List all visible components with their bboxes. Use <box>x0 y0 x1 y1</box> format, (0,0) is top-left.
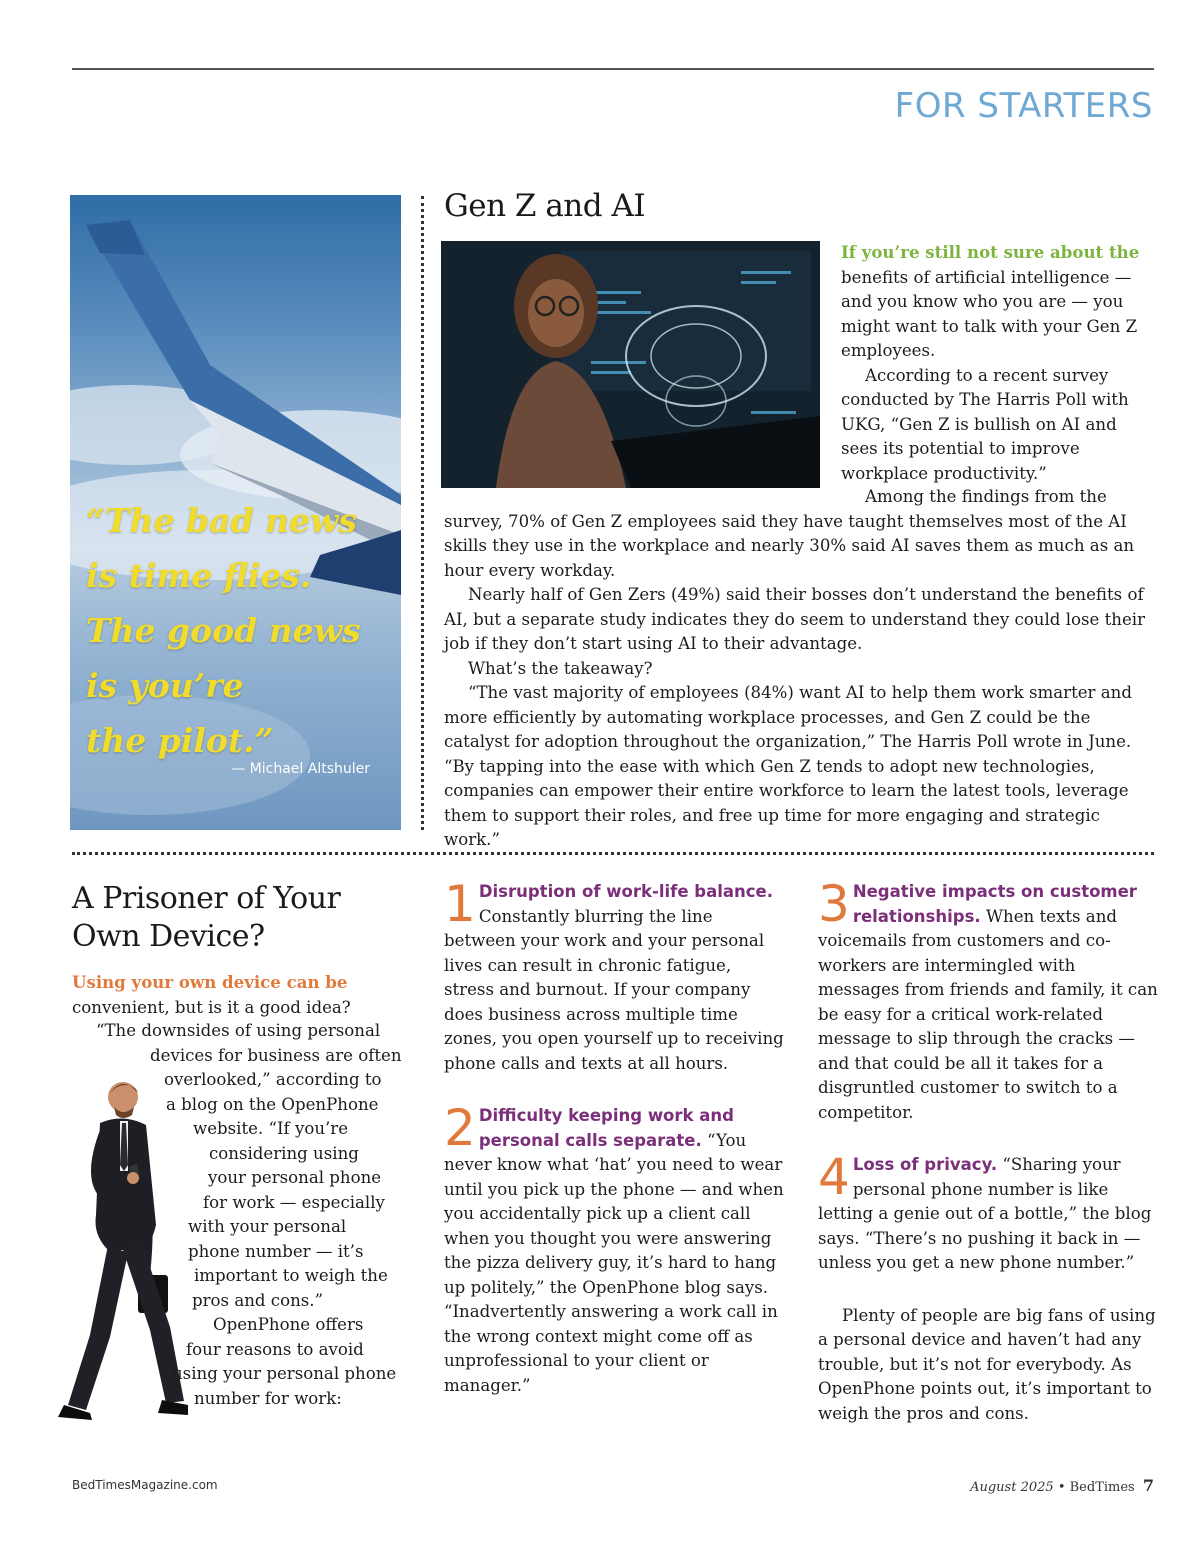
reason-item <box>818 875 1158 1125</box>
genz-paragraph: Among the findings from the survey, 70% of Gen Z employees said they have taught themselves most of the AI skills they use in the workplace and nearly 30% said AI saves them as much as an hour every workday. <box>444 487 1135 580</box>
body-line: using your personal phone <box>172 1364 397 1383</box>
reason-item <box>818 1148 1158 1276</box>
quote-line: the pilot.” <box>86 721 274 760</box>
section-heading: FOR STARTERS <box>894 86 1153 126</box>
footer-website: BedTimesMagazine.com <box>72 1478 218 1492</box>
vertical-dotted-divider <box>421 196 424 830</box>
genz-paragraph: Nearly half of Gen Zers (49%) said their bosses don’t understand the benefits of AI, but a separate study indicates they do seem to understand they could lose their job if they don’t start using AI to their advantage. <box>444 585 1146 653</box>
body-line: OpenPhone offers <box>213 1315 364 1334</box>
body-line: devices for business are often <box>150 1045 402 1065</box>
reason-text: “You never know what ‘hat’ you need to wear until you pick up the phone — and when you accidentally pick up a client call when you thought you were answering the pizza delivery guy, it’s hard to hang up politely,” the OpenPhone blog says. “Inadvertently answering a work call in the wrong context might come off as unprofessional to your client or manager.” <box>444 1130 784 1395</box>
body-line: for work — especially <box>203 1192 385 1212</box>
body-line: pros and cons.” <box>192 1290 324 1310</box>
footer-bullet: • <box>1057 1480 1066 1495</box>
quote-attribution: — Michael Altshuler <box>231 761 370 777</box>
body-line: “The downsides of using personal <box>96 1021 381 1040</box>
body-line: with your personal <box>188 1217 347 1236</box>
genz-lead-in: If you’re still not sure about the <box>841 242 1140 262</box>
genz-paragraph: According to a recent survey conducted by The Harris Poll with UKG, “Gen Z is bullish on AI and sees its potential to improve workplace productivity.” <box>841 365 1129 483</box>
woman-laptop-ai-photo <box>441 241 820 488</box>
reasons-column-left <box>444 875 784 1398</box>
quote-line: is time flies. <box>86 556 312 595</box>
quote-line: is you’re <box>86 666 244 705</box>
quote-line: The good news <box>86 611 361 650</box>
reason-item <box>444 875 784 1076</box>
reason-number: 4 <box>818 1148 850 1206</box>
body-line: four reasons to avoid <box>186 1339 364 1359</box>
footer-date: August 2025 <box>970 1480 1054 1495</box>
reason-heading: Disruption of work-life balance. <box>478 882 773 901</box>
reason-text: Constantly blurring the line between your work and your personal lives can result in chronic fatigue, stress and burnout. If your company does business across multiple time zones, you open yourself up to receiving phone calls and texts at all hours. <box>444 906 784 1073</box>
genz-paragraph: “The vast majority of employees (84%) want AI to help them work smarter and more efficiently by automating workplace processes, and Gen Z could be the catalyst for adoption throughout the organization,” The Harris Poll wrote in June. “By tapping into the ease with which Gen Z tends to adopt new technologies, companies can empower their entire workforce to learn the latest tools, leverage them to support their roles, and free up time for more engaging and strategic work.” <box>444 683 1132 849</box>
genz-column-body <box>444 485 1156 853</box>
quote-image-panel <box>70 195 401 830</box>
prisoner-lead-in: Using your own device can be <box>72 972 348 992</box>
reason-heading: Difficulty keeping work and personal calls separate. <box>478 1106 734 1150</box>
body-line: overlooked,” according to <box>164 1070 382 1089</box>
prisoner-intro <box>72 970 412 1020</box>
reason-text: When texts and voicemails from customers and co-workers are intermingled with messages from friends and family, it can be easy for a critical work-related message to slip through the cracks — and that could be all it takes for a disgruntled customer to switch to a competitor. <box>818 906 1158 1122</box>
reason-heading: Negative impacts on customer relationships. <box>852 882 1137 926</box>
horizontal-dotted-divider <box>72 852 1154 855</box>
reason-heading: Loss of privacy. <box>852 1155 998 1174</box>
top-rule <box>72 68 1154 70</box>
prisoner-body <box>40 1019 410 1411</box>
reason-item <box>444 1099 784 1398</box>
genz-paragraph: What’s the takeaway? <box>468 658 653 678</box>
genz-paragraph <box>841 240 1156 364</box>
body-line: website. “If you’re <box>193 1119 349 1138</box>
body-line: a blog on the OpenPhone <box>166 1094 379 1114</box>
page-number: 7 <box>1142 1476 1154 1495</box>
body-line: your personal phone <box>208 1168 382 1187</box>
reason-text: “Sharing your personal phone number is like letting a genie out of a bottle,” the blog says. “There’s no pushing it back in — unless you get a new phone number.” <box>818 1155 1152 1272</box>
reasons-column-right <box>818 875 1158 1426</box>
footer-magazine: BedTimes <box>1069 1480 1135 1495</box>
genz-column-intro <box>841 240 1156 486</box>
footer-folio <box>970 1476 1154 1495</box>
body-line: number for work: <box>194 1388 342 1408</box>
reason-number: 3 <box>818 875 850 933</box>
article-title-prisoner: A Prisoner of Your Own Device? <box>72 881 341 954</box>
article-title-genz: Gen Z and AI <box>444 188 646 224</box>
quote-line: “The bad news <box>86 501 358 540</box>
body-line: phone number — it’s <box>188 1241 364 1261</box>
reason-number: 1 <box>444 875 476 933</box>
prisoner-closing: Plenty of people are big fans of using a personal device and haven’t had any trouble, but it’s not for everybody. As OpenPhone points out, it’s important to weigh the pros and cons. <box>818 1305 1156 1423</box>
prisoner-lead-rest: convenient, but is it a good idea? <box>72 997 351 1017</box>
genz-text: benefits of artificial intelligence — and you know who you are — you might want to talk with your Gen Z employees. <box>841 267 1138 360</box>
pull-quote <box>86 493 396 768</box>
reason-number: 2 <box>444 1099 476 1157</box>
body-line: important to weigh the <box>194 1266 388 1285</box>
body-line: considering using <box>209 1143 359 1163</box>
